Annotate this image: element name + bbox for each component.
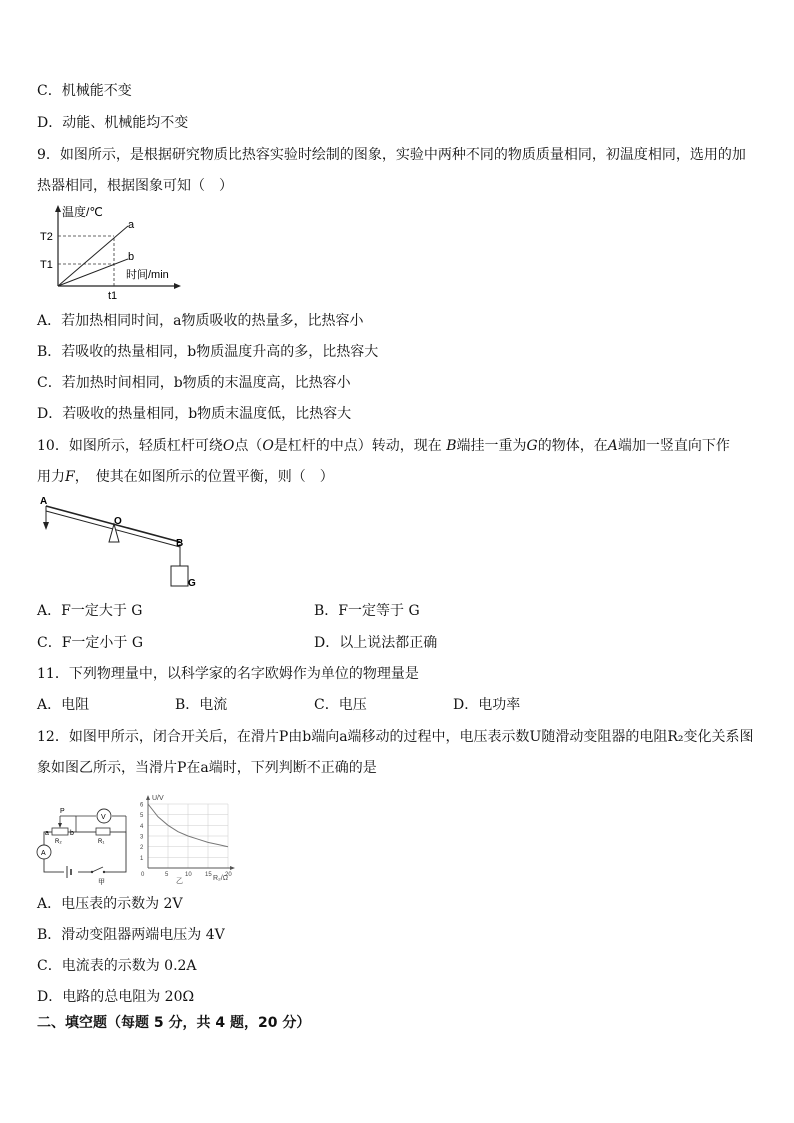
q9-option-c: C．若加热时间相同，b物质的末温度高，比热容小 (37, 375, 351, 391)
svg-text:t1: t1 (108, 290, 118, 302)
y-tick-label: 5 (140, 813, 144, 820)
svg-text:P: P (60, 808, 65, 815)
svg-text:V: V (101, 814, 106, 821)
svg-text:乙: 乙 (176, 878, 183, 885)
x-tick-label: 10 (185, 872, 192, 878)
q11-option-b: B．电流 (175, 697, 228, 713)
section-heading: 二、填空题（每题 5 分，共 4 题，20 分） (37, 1015, 311, 1031)
q12-option-a: A．电压表的示数为 2V (37, 896, 183, 912)
q9-temperature-graph (38, 202, 183, 302)
q8-option-c: C．机械能不变 (37, 83, 132, 99)
svg-text:b: b (128, 251, 135, 263)
y-tick-label: 2 (140, 845, 144, 852)
q8-option-d: D．动能、机械能均不变 (37, 115, 189, 131)
y-tick-label: 6 (140, 802, 144, 809)
q10-option-c: C．F一定小于 G (37, 635, 144, 651)
q12-option-c: C．电流表的示数为 0.2A (37, 958, 197, 974)
svg-text:a: a (128, 219, 135, 231)
svg-text:O: O (114, 516, 122, 527)
svg-text:R₂: R₂ (55, 839, 62, 845)
svg-text:G: G (188, 578, 196, 589)
x-tick-label: 5 (165, 872, 169, 878)
svg-text:时间/min: 时间/min (126, 269, 169, 281)
y-tick-label: 4 (140, 823, 144, 830)
svg-text:b: b (70, 830, 74, 837)
q12-stem: 12．如图甲所示，闭合开关后，在滑片P由b端向a端移动的过程中，电压表示数U随滑动变阻器的电阻R₂变化关系图象如图乙所示，当滑片P在a端时，下列判断不正确的是 (37, 729, 754, 776)
svg-text:R₂/Ω: R₂/Ω (213, 875, 228, 882)
y-tick-label: 1 (140, 855, 144, 862)
svg-text:B: B (176, 538, 184, 549)
q10-lever-figure (38, 494, 208, 594)
svg-text:a: a (45, 830, 49, 837)
q12-voltage-graph (134, 790, 239, 884)
rheostat-r2 (52, 828, 68, 835)
x-tick-label: 15 (205, 872, 212, 878)
q11-stem: 11．下列物理量中，以科学家的名字欧姆作为单位的物理量是 (37, 666, 419, 682)
q9-option-b: B．若吸收的热量相同，b物质温度升高的多，比热容大 (37, 344, 379, 360)
q10-option-a: A．F一定大于 G (37, 603, 143, 619)
q10-stem-line2: 用力F， 使其在如图所示的位置平衡，则（ ） (37, 469, 334, 485)
q11-option-c: C．电压 (314, 697, 367, 713)
q9-stem: 9．如图所示，是根据研究物质比热容实验时绘制的图象，实验中两种不同的物质质量相同，初温度相同，选用的加热器相同，根据图象可知（ ） (37, 147, 746, 194)
resistor-r1 (96, 828, 110, 835)
svg-text:U/V: U/V (152, 795, 164, 802)
svg-text:A: A (41, 850, 46, 857)
q9-option-d: D．若吸收的热量相同，b物质末温度低，比热容大 (37, 406, 352, 422)
q10-stem-line1: 10．如图所示，轻质杠杆可绕O点（O是杠杆的中点）转动，现在 B端挂一重为G的物体，在A端加一竖直向下作 (37, 438, 730, 454)
svg-text:R₁: R₁ (98, 839, 105, 845)
y-tick-label: 3 (140, 834, 144, 841)
svg-text:A: A (40, 496, 48, 507)
q11-option-a: A．电阻 (37, 697, 90, 713)
q12-option-d: D．电路的总电阻为 20Ω (37, 989, 195, 1005)
weight-block (171, 566, 188, 586)
svg-text:T2: T2 (40, 231, 53, 243)
svg-text:温度/℃: 温度/℃ (62, 205, 103, 219)
q11-option-d: D．电功率 (453, 697, 521, 713)
svg-text:T1: T1 (40, 259, 53, 271)
q10-option-b: B．F一定等于 G (314, 603, 420, 619)
q12-circuit-diagram (36, 804, 131, 884)
x-tick-label: 0 (141, 872, 145, 878)
q12-option-b: B．滑动变阻器两端电压为 4V (37, 927, 225, 943)
q9-option-a: A．若加热相同时间，a物质吸收的热量多，比热容小 (37, 313, 364, 329)
q10-option-d: D．以上说法都正确 (314, 635, 438, 651)
svg-text:甲: 甲 (98, 879, 105, 886)
x-tick-label: 20 (225, 872, 232, 878)
